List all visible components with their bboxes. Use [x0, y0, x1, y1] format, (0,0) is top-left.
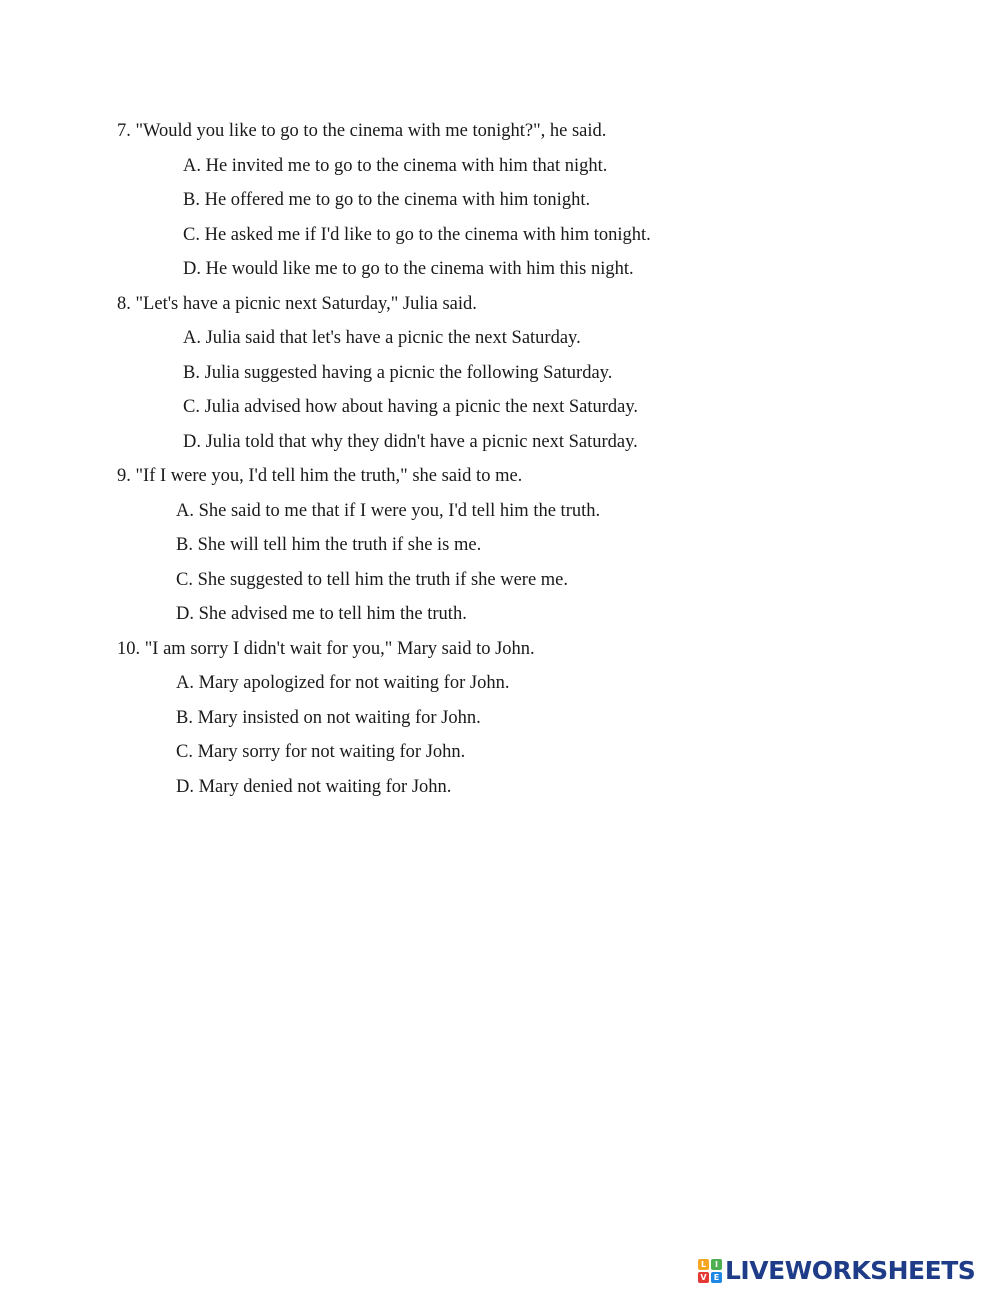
- question-prompt: 7. "Would you like to go to the cinema with me tonight?", he said.: [117, 121, 607, 141]
- option-b: B. Mary insisted on not waiting for John.: [176, 707, 481, 728]
- option-a: A. She said to me that if I were you, I'd tell him the truth.: [176, 500, 601, 521]
- option-d: D. She advised me to tell him the truth.: [176, 604, 467, 624]
- logo-tile-i: I: [711, 1259, 722, 1270]
- option-a: A. Mary apologized for not waiting for John.: [176, 673, 510, 693]
- logo-tile-e: E: [711, 1272, 722, 1283]
- question-9: [0, 459, 1000, 632]
- option-d: D. Mary denied not waiting for John.: [176, 776, 452, 797]
- option-c: C. Julia advised how about having a picnic the next Saturday.: [183, 397, 639, 417]
- logo-tile-v: V: [698, 1272, 709, 1283]
- option-c: C. She suggested to tell him the truth if she were me.: [176, 569, 569, 590]
- liveworksheets-brand: [698, 1256, 975, 1286]
- question-8: [0, 287, 1000, 460]
- option-b: B. He offered me to go to the cinema with him tonight.: [183, 190, 591, 210]
- brand-name: LIVEWORKSHEETS: [725, 1256, 976, 1285]
- logo-tile-l: L: [698, 1259, 709, 1270]
- option-c: C. He asked me if I'd like to go to the cinema with him tonight.: [183, 224, 651, 245]
- liveworksheets-logo-icon: [698, 1259, 722, 1283]
- option-a: A. Julia said that let's have a picnic the next Saturday.: [183, 328, 581, 348]
- question-prompt: 10. "I am sorry I didn't wait for you," Mary said to John.: [117, 638, 535, 659]
- option-d: D. He would like me to go to the cinema with him this night.: [183, 259, 634, 279]
- question-10: [0, 632, 1000, 805]
- option-b: B. She will tell him the truth if she is me.: [176, 535, 482, 555]
- question-prompt: 8. "Let's have a picnic next Saturday," Julia said.: [117, 293, 477, 314]
- option-b: B. Julia suggested having a picnic the following Saturday.: [183, 362, 613, 383]
- option-d: D. Julia told that why they didn't have a picnic next Saturday.: [183, 431, 638, 452]
- question-7: [0, 114, 1000, 287]
- option-a: A. He invited me to go to the cinema with him that night.: [183, 155, 608, 176]
- option-c: C. Mary sorry for not waiting for John.: [176, 742, 466, 762]
- worksheet: [0, 114, 1000, 804]
- question-prompt: 9. "If I were you, I'd tell him the truth," she said to me.: [117, 466, 523, 486]
